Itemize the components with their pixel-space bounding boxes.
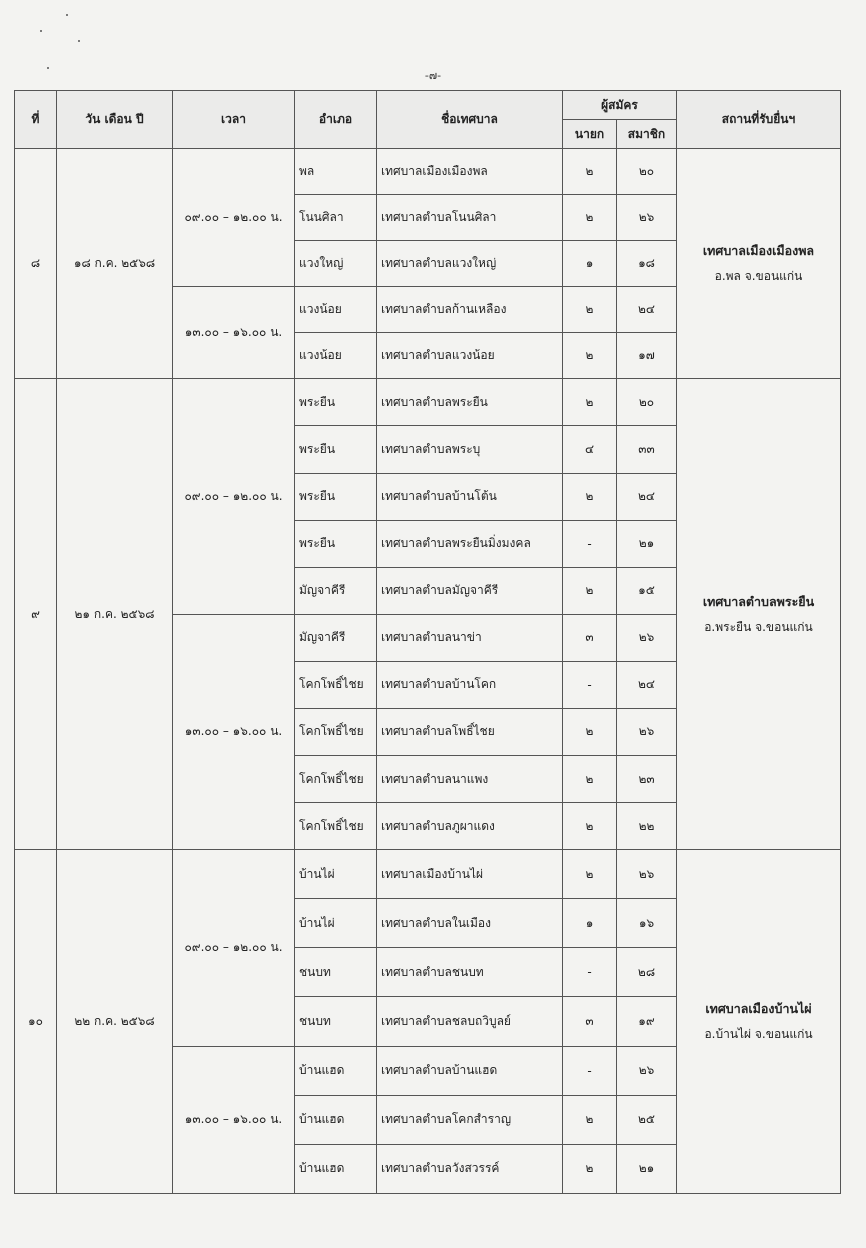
session-time: ๑๓.๐๐ – ๑๖.๐๐ น. xyxy=(173,614,295,849)
header-time: เวลา xyxy=(173,91,295,149)
mayor-count: ๒ xyxy=(563,149,617,195)
district-cell: บ้านแฮด xyxy=(295,1144,377,1193)
municipality-cell: เทศบาลตำบลแวงน้อย xyxy=(377,333,563,379)
municipality-cell: เทศบาลตำบลบ้านโต้น xyxy=(377,473,563,520)
district-cell: โคกโพธิ์ไชย xyxy=(295,708,377,755)
member-count: ๒๘ xyxy=(617,948,677,997)
district-cell: พระยืน xyxy=(295,520,377,567)
venue-name: เทศบาลเมืองเมืองพล xyxy=(702,243,815,259)
mayor-count: - xyxy=(563,1046,617,1095)
district-cell: แวงใหญ่ xyxy=(295,241,377,287)
header-date: วัน เดือน ปี xyxy=(57,91,173,149)
district-cell: มัญจาคีรี xyxy=(295,614,377,661)
mayor-count: ๒ xyxy=(563,1144,617,1193)
group-date: ๒๒ ก.ค. ๒๕๖๘ xyxy=(57,850,173,1194)
district-cell: แวงน้อย xyxy=(295,287,377,333)
municipality-cell: เทศบาลเมืองเมืองพล xyxy=(377,149,563,195)
member-count: ๒๔ xyxy=(617,287,677,333)
member-count: ๒๐ xyxy=(617,379,677,426)
table-row xyxy=(15,379,841,426)
district-cell: ชนบท xyxy=(295,997,377,1046)
mayor-count: ๒ xyxy=(563,379,617,426)
mayor-count: ๒ xyxy=(563,803,617,850)
mayor-count: ๒ xyxy=(563,756,617,803)
mayor-count: ๒ xyxy=(563,287,617,333)
member-count: ๒๒ xyxy=(617,803,677,850)
group-no: ๘ xyxy=(15,149,57,379)
speck xyxy=(78,40,80,42)
district-cell: บ้านไผ่ xyxy=(295,899,377,948)
member-count: ๒๐ xyxy=(617,149,677,195)
session-time: ๐๙.๐๐ – ๑๒.๐๐ น. xyxy=(173,379,295,614)
group-no: ๙ xyxy=(15,379,57,850)
municipality-cell: เทศบาลตำบลภูผาแดง xyxy=(377,803,563,850)
member-count: ๒๔ xyxy=(617,661,677,708)
speck xyxy=(40,30,42,32)
venue-cell xyxy=(677,850,841,1194)
district-cell: ชนบท xyxy=(295,948,377,997)
mayor-count: ๓ xyxy=(563,614,617,661)
municipality-cell: เทศบาลตำบลมัญจาคีรี xyxy=(377,567,563,614)
municipality-cell: เทศบาลตำบลโคกสำราญ xyxy=(377,1095,563,1144)
municipality-cell: เทศบาลตำบลพระบุ xyxy=(377,426,563,473)
member-count: ๑๗ xyxy=(617,333,677,379)
mayor-count: ๒ xyxy=(563,1095,617,1144)
header-member: สมาชิก xyxy=(617,120,677,149)
municipality-cell: เทศบาลเมืองบ้านไผ่ xyxy=(377,850,563,899)
district-cell: โคกโพธิ์ไชย xyxy=(295,803,377,850)
municipality-cell: เทศบาลตำบลแวงใหญ่ xyxy=(377,241,563,287)
mayor-count: ๒ xyxy=(563,567,617,614)
district-cell: พระยืน xyxy=(295,379,377,426)
district-cell: โคกโพธิ์ไชย xyxy=(295,756,377,803)
municipality-cell: เทศบาลตำบลพระยืน xyxy=(377,379,563,426)
header-mayor: นายก xyxy=(563,120,617,149)
mayor-count: ๒ xyxy=(563,195,617,241)
speck xyxy=(66,14,68,16)
municipality-cell: เทศบาลตำบลพระยืนมิ่งมงคล xyxy=(377,520,563,567)
mayor-count: - xyxy=(563,661,617,708)
mayor-count: ๓ xyxy=(563,997,617,1046)
header-no: ที่ xyxy=(15,91,57,149)
session-time: ๑๓.๐๐ – ๑๖.๐๐ น. xyxy=(173,1046,295,1193)
district-cell: บ้านไผ่ xyxy=(295,850,377,899)
district-cell: พระยืน xyxy=(295,473,377,520)
header-district: อำเภอ xyxy=(295,91,377,149)
session-time: ๐๙.๐๐ – ๑๒.๐๐ น. xyxy=(173,149,295,287)
district-cell: พระยืน xyxy=(295,426,377,473)
district-cell: บ้านแฮด xyxy=(295,1046,377,1095)
mayor-count: ๒ xyxy=(563,850,617,899)
session-time: ๐๙.๐๐ – ๑๒.๐๐ น. xyxy=(173,850,295,1046)
table-row xyxy=(15,149,841,195)
venue-cell xyxy=(677,149,841,379)
mayor-count: ๑ xyxy=(563,241,617,287)
member-count: ๒๖ xyxy=(617,195,677,241)
session-time: ๑๓.๐๐ – ๑๖.๐๐ น. xyxy=(173,287,295,379)
table-row xyxy=(15,850,841,899)
municipality-cell: เทศบาลตำบลวังสวรรค์ xyxy=(377,1144,563,1193)
municipality-cell: เทศบาลตำบลในเมือง xyxy=(377,899,563,948)
district-cell: มัญจาคีรี xyxy=(295,567,377,614)
header-municipality: ชื่อเทศบาล xyxy=(377,91,563,149)
municipality-cell: เทศบาลตำบลนาข่า xyxy=(377,614,563,661)
mayor-count: - xyxy=(563,948,617,997)
mayor-count: ๒ xyxy=(563,333,617,379)
district-cell: โนนศิลา xyxy=(295,195,377,241)
district-cell: บ้านแฮด xyxy=(295,1095,377,1144)
group-date: ๑๘ ก.ค. ๒๕๖๘ xyxy=(57,149,173,379)
member-count: ๒๖ xyxy=(617,850,677,899)
member-count: ๒๑ xyxy=(617,1144,677,1193)
member-count: ๑๙ xyxy=(617,997,677,1046)
member-count: ๒๑ xyxy=(617,520,677,567)
page-number: -๗- xyxy=(424,69,442,82)
venue-address: อ.พล จ.ขอนแก่น xyxy=(714,269,803,284)
member-count: ๒๖ xyxy=(617,1046,677,1095)
member-count: ๑๖ xyxy=(617,899,677,948)
group-date: ๒๑ ก.ค. ๒๕๖๘ xyxy=(57,379,173,850)
mayor-count: ๒ xyxy=(563,708,617,755)
group-no: ๑๐ xyxy=(15,850,57,1194)
mayor-count: ๑ xyxy=(563,899,617,948)
member-count: ๑๘ xyxy=(617,241,677,287)
municipality-cell: เทศบาลตำบลโนนศิลา xyxy=(377,195,563,241)
venue-cell xyxy=(677,379,841,850)
municipality-cell: เทศบาลตำบลบ้านแฮด xyxy=(377,1046,563,1095)
member-count: ๒๖ xyxy=(617,614,677,661)
district-cell: แวงน้อย xyxy=(295,333,377,379)
municipality-cell: เทศบาลตำบลก้านเหลือง xyxy=(377,287,563,333)
member-count: ๑๕ xyxy=(617,567,677,614)
venue-name: เทศบาลเมืองบ้านไผ่ xyxy=(705,1001,812,1017)
municipality-cell: เทศบาลตำบลชลบถวิบูลย์ xyxy=(377,997,563,1046)
schedule-table xyxy=(14,90,841,1194)
member-count: ๓๓ xyxy=(617,426,677,473)
municipality-cell: เทศบาลตำบลบ้านโคก xyxy=(377,661,563,708)
member-count: ๒๓ xyxy=(617,756,677,803)
district-cell: พล xyxy=(295,149,377,195)
district-cell: โคกโพธิ์ไชย xyxy=(295,661,377,708)
mayor-count: - xyxy=(563,520,617,567)
venue-name: เทศบาลตำบลพระยืน xyxy=(702,593,815,609)
municipality-cell: เทศบาลตำบลนาแพง xyxy=(377,756,563,803)
mayor-count: ๔ xyxy=(563,426,617,473)
venue-address: อ.บ้านไผ่ จ.ขอนแก่น xyxy=(704,1027,813,1042)
member-count: ๒๕ xyxy=(617,1095,677,1144)
mayor-count: ๒ xyxy=(563,473,617,520)
municipality-cell: เทศบาลตำบลชนบท xyxy=(377,948,563,997)
venue-address: อ.พระยืน จ.ขอนแก่น xyxy=(704,619,813,634)
municipality-cell: เทศบาลตำบลโพธิ์ไชย xyxy=(377,708,563,755)
member-count: ๒๔ xyxy=(617,473,677,520)
member-count: ๒๖ xyxy=(617,708,677,755)
header-applicants: ผู้สมัคร xyxy=(563,91,677,120)
header-venue: สถานที่รับยื่นฯ xyxy=(677,91,841,149)
